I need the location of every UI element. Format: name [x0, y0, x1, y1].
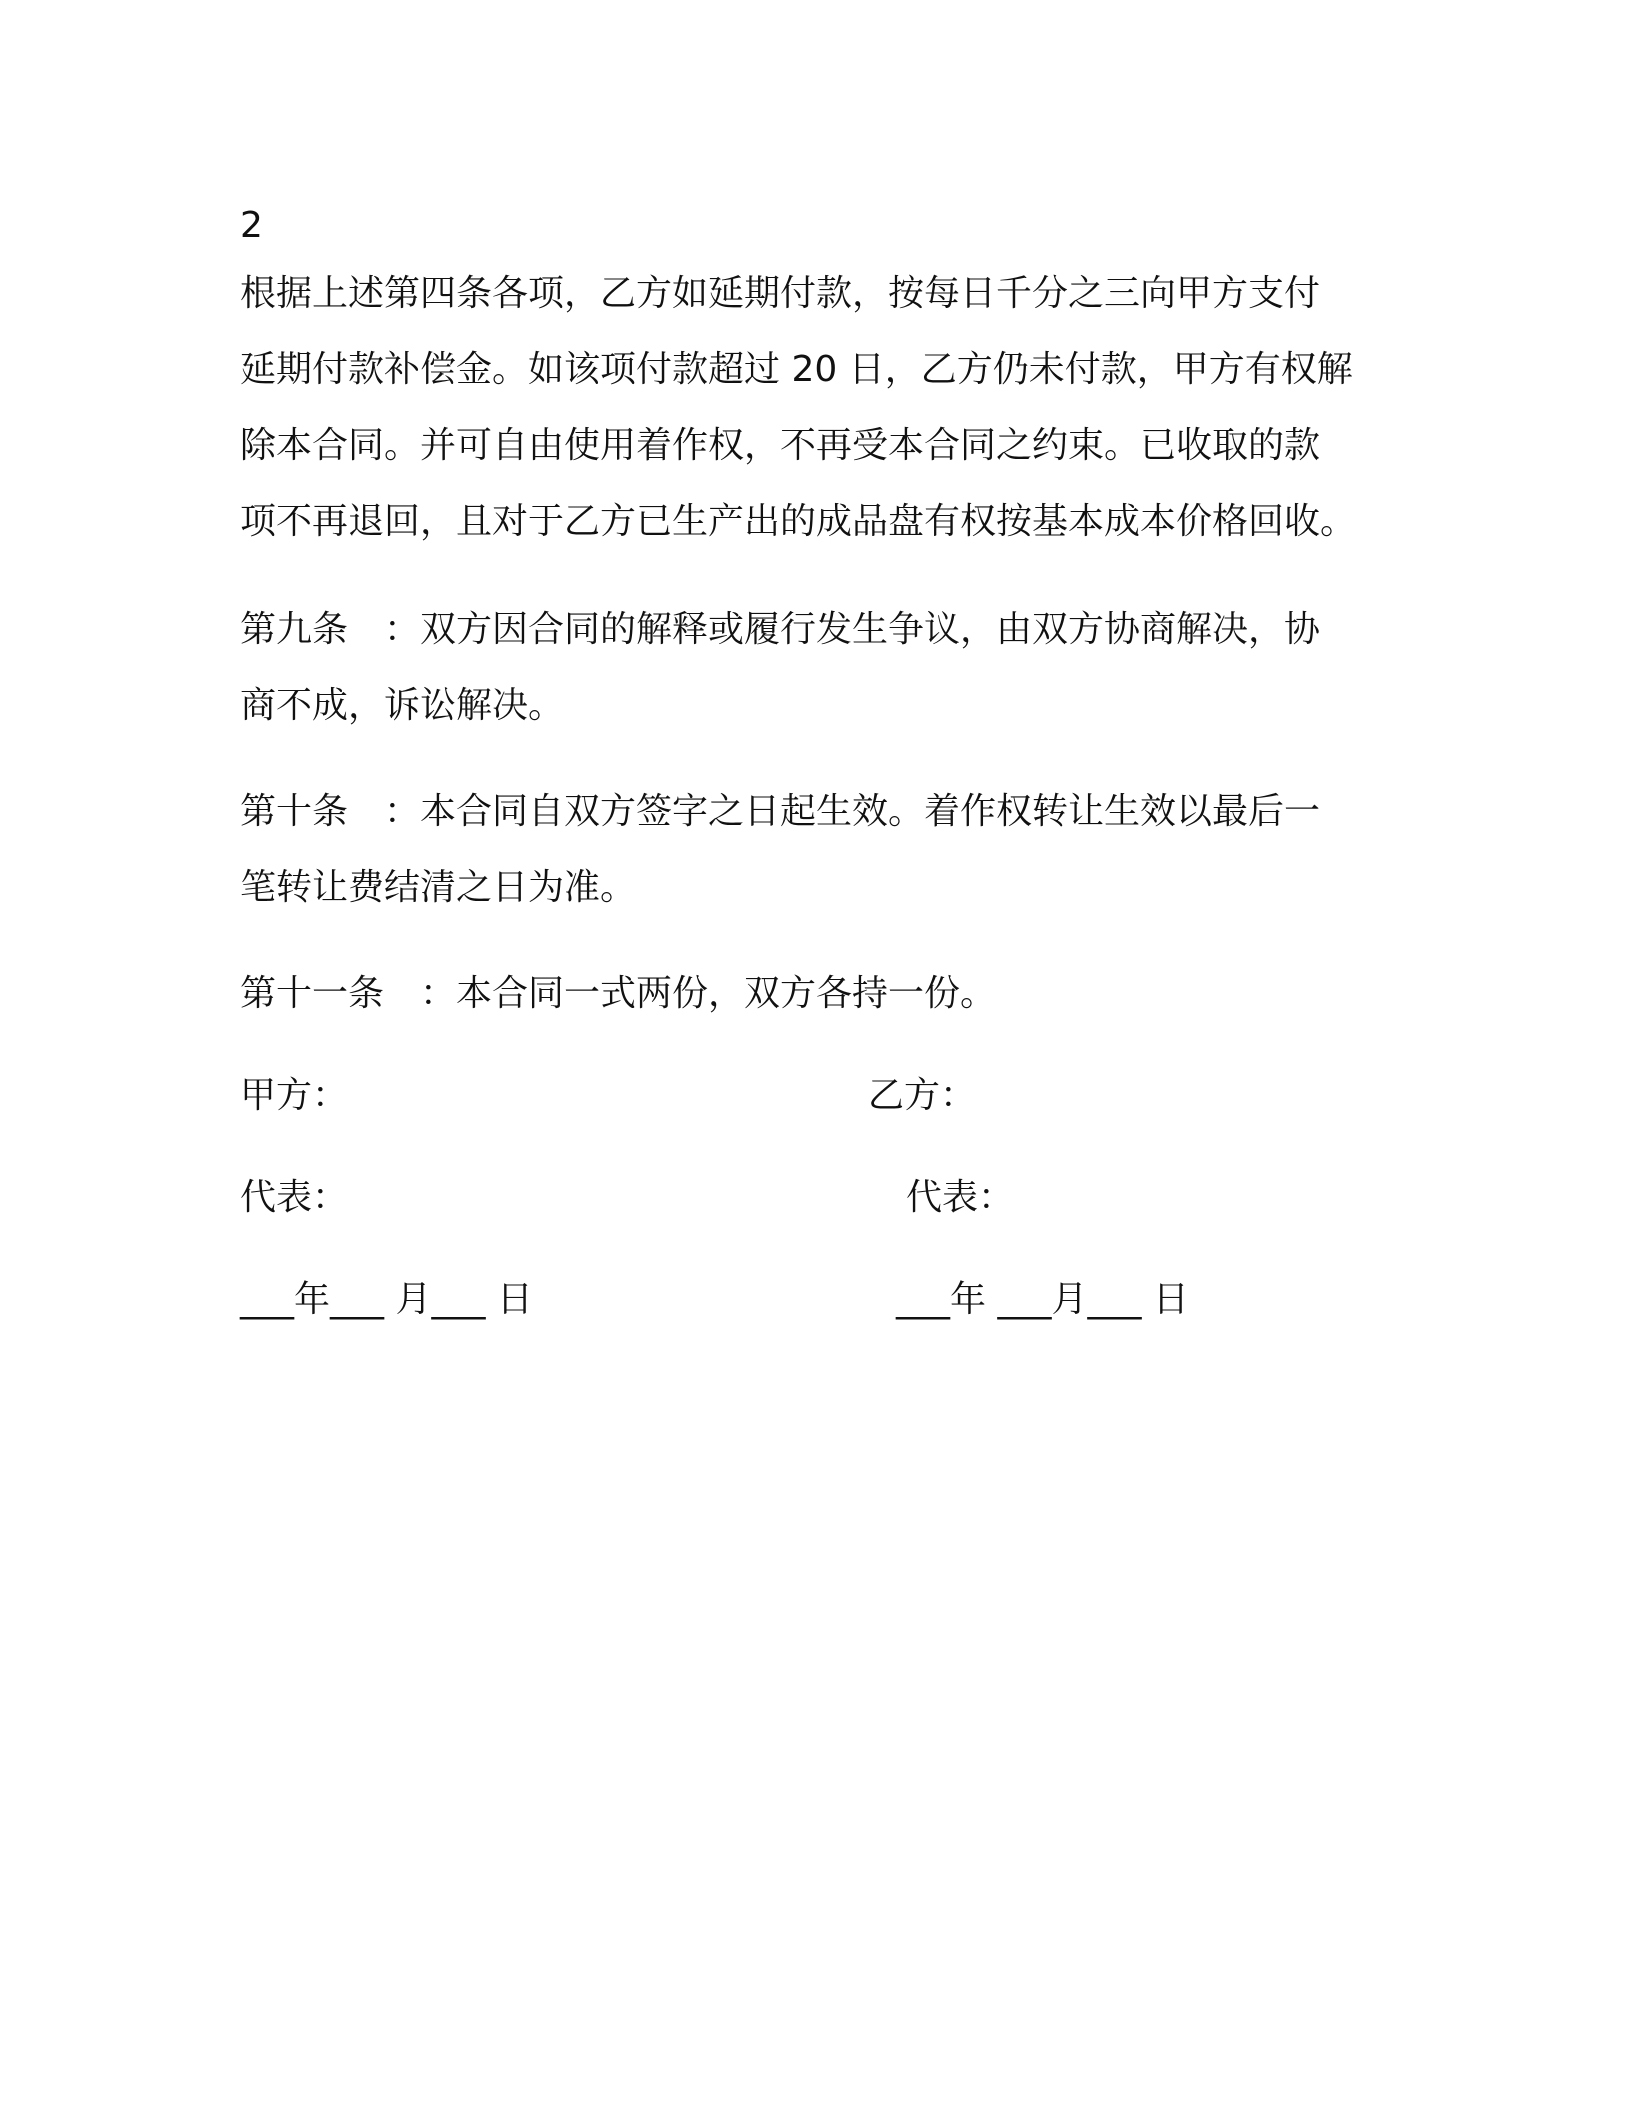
- clause-11: 第十一条 ：本合同一式两份，双方各持一份。: [240, 973, 997, 1014]
- party-b-date: ___年 ___月___ 日: [896, 1279, 1189, 1320]
- clause-8-line-2: 延期付款补偿金。如该项付款超过 20 日，乙方仍未付款，甲方有权解: [240, 349, 1353, 390]
- party-b-label: 乙方：: [868, 1075, 977, 1116]
- party-a-representative-label: 代表：: [240, 1177, 349, 1218]
- party-a-label: 甲方：: [240, 1075, 349, 1116]
- party-a-date: ___年___ 月___ 日: [240, 1279, 533, 1320]
- clause-8-line-3: 除本合同。并可自由使用着作权，不再受本合同之约束。已收取的款: [240, 425, 1321, 466]
- clause-9-line-2: 商不成，诉讼解决。: [240, 685, 565, 726]
- party-b-representative-label: 代表：: [906, 1177, 1015, 1218]
- page-number: 2: [240, 205, 263, 246]
- clause-8-line-1: 根据上述第四条各项，乙方如延期付款，按每日千分之三向甲方支付: [240, 273, 1321, 314]
- clause-10-line-1: 第十条 ：本合同自双方签字之日起生效。着作权转让生效以最后一: [240, 791, 1321, 832]
- clause-9-line-1: 第九条 ：双方因合同的解释或履行发生争议，由双方协商解决，协: [240, 609, 1321, 650]
- clause-8-line-4: 项不再退回，且对于乙方已生产出的成品盘有权按基本成本价格回收。: [240, 501, 1357, 542]
- clause-10-line-2: 笔转让费结清之日为准。: [240, 867, 637, 908]
